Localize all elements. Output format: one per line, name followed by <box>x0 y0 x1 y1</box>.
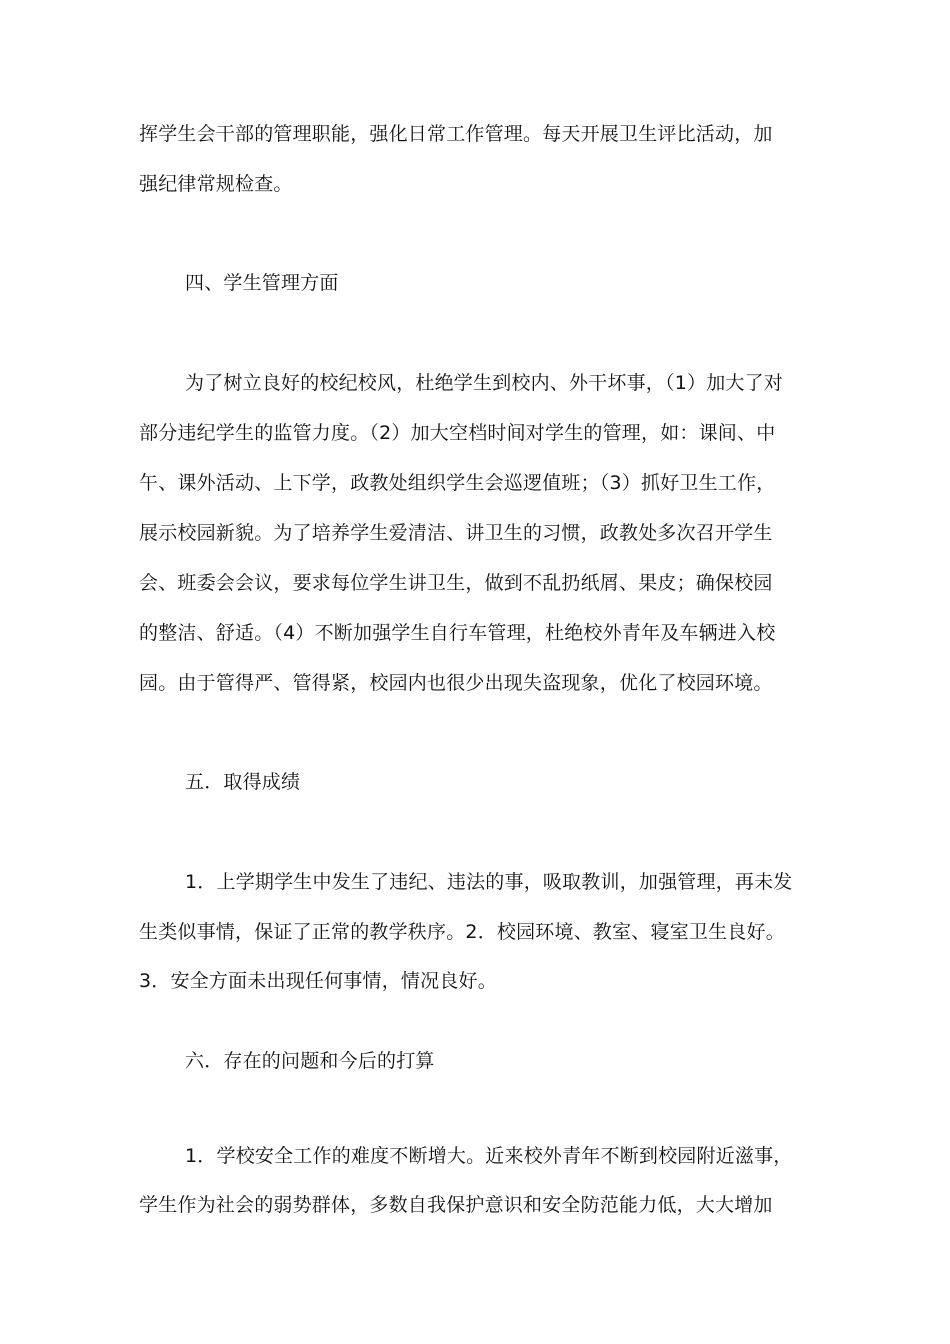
paragraph-line: 挥学生会干部的管理职能，强化日常工作管理。每天开展卫生评比活动，加 <box>139 123 773 145</box>
paragraph-line: 园。由于管得严、管得紧，校园内也很少出现失盗现象，优化了校园环境。 <box>139 672 773 694</box>
paragraph-line: 学生作为社会的弱势群体，多数自我保护意识和安全防范能力低，大大增加 <box>139 1194 773 1216</box>
paragraph-line: 强纪律常规检查。 <box>139 173 293 195</box>
paragraph-line: 展示校园新貌。为了培养学生爱清洁、讲卫生的习惯，政教处多次召开学生 <box>139 522 773 544</box>
paragraph-line: 3．安全方面未出现任何事情，情况良好。 <box>139 970 497 992</box>
paragraph-line: 生类似事情，保证了正常的教学秩序。2．校园环境、教室、寝室卫生良好。 <box>139 921 785 943</box>
paragraph-line: 1．学校安全工作的难度不断增大。近来校外青年不断到校园附近滋事， <box>185 1145 793 1167</box>
paragraph-line: 为了树立良好的校纪校风，杜绝学生到校内、外干坏事，（1）加大了对 <box>185 372 783 394</box>
section-heading: 六．存在的问题和今后的打算 <box>185 1050 435 1072</box>
paragraph-line: 1．上学期学生中发生了违纪、违法的事，吸取教训，加强管理，再未发 <box>185 871 793 893</box>
paragraph-line: 午、课外活动、上下学，政教处组织学生会巡逻值班；（3）抓好卫生工作， <box>139 472 776 494</box>
paragraph-line: 的整洁、舒适。（4）不断加强学生自行车管理，杜绝校外青年及车辆进入校 <box>139 622 776 644</box>
section-heading: 五．取得成绩 <box>185 771 301 793</box>
paragraph-line: 部分违纪学生的监管力度。（2）加大空档时间对学生的管理，如：课间、中 <box>139 422 776 444</box>
section-heading: 四、学生管理方面 <box>185 272 339 294</box>
paragraph-line: 会、班委会会议，要求每位学生讲卫生，做到不乱扔纸屑、果皮；确保校园 <box>139 572 773 594</box>
